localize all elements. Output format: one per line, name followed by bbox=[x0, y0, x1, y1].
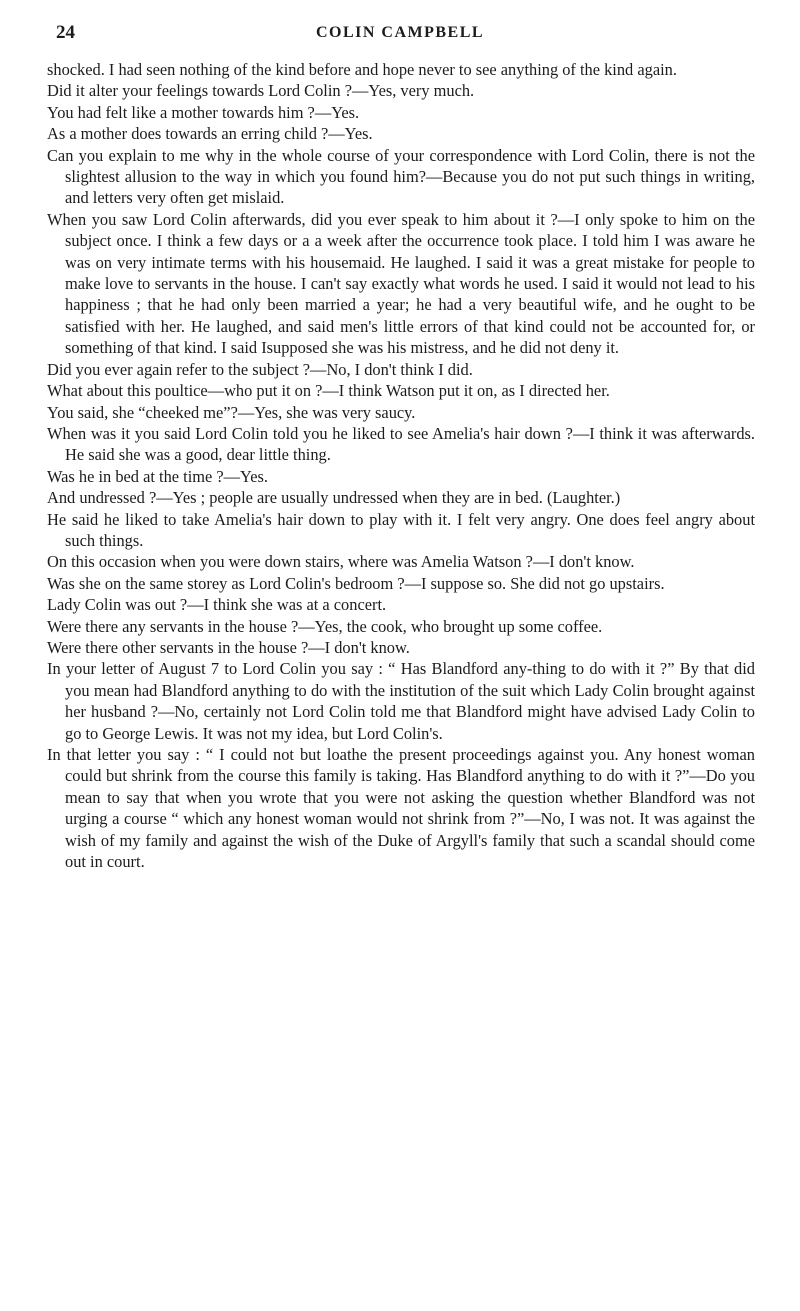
paragraph: Can you explain to me why in the whole course of your correspondence with Lord Colin, there is not the slightest allusion to the way in which you found him?—Because you do not put such things in writing, and letters very often get mislaid. bbox=[47, 145, 755, 208]
paragraph: When was it you said Lord Colin told you he liked to see Amelia's hair down ?—I think it was afterwards. He said she was a good, dear little thing. bbox=[47, 423, 755, 465]
paragraph: In that letter you say : “ I could not but loathe the present proceedings against you. Any honest woman could but shrink from the course this family is taking. Has Blandford anything to do with it ?”—Do you mean to say that when you wrote that you were not asking the question whether Blandford was not urging a course “ which any honest woman would not shrink from ?”—No, I was not. It was against the wish of my family and against the wish of the Duke of Argyll's family that such a scandal should come out in court. bbox=[47, 745, 755, 872]
paragraph: Were there other servants in the house ?—I don't know. bbox=[47, 637, 410, 657]
paragraph: Was he in bed at the time ?—Yes. bbox=[47, 466, 268, 486]
paragraph: On this occasion when you were down stairs, where was Amelia Watson ?—I don't know. bbox=[47, 552, 635, 572]
page-number: 24 bbox=[56, 22, 75, 43]
paragraph: Did you ever again refer to the subject ?—No, I don't think I did. bbox=[47, 359, 473, 379]
paragraph: In your letter of August 7 to Lord Colin you say : “ Has Blandford any-thing to do with it ?” By that did you mean had Blandford anything to do with the institution of the suit which Lady Colin brought against her husband ?—No, certainly not Lord Colin told me that Blandford might have advised Lady Colin to go to George Lewis. It was not my idea, but Lord Colin's. bbox=[47, 659, 755, 743]
running-title: COLIN CAMPBELL bbox=[315, 24, 485, 41]
paragraph: What about this poultice—who put it on ?—I think Watson put it on, as I directed her. bbox=[47, 381, 610, 401]
paragraph: He said he liked to take Amelia's hair down to play with it. I felt very angry. One does feel angry about such things. bbox=[47, 509, 755, 550]
paragraph: Lady Colin was out ?—I think she was at a concert. bbox=[47, 595, 387, 615]
paragraph: Were there any servants in the house ?—Yes, the cook, who brought up some coffee. bbox=[47, 616, 603, 636]
paragraph: When you saw Lord Colin afterwards, did you ever speak to him about it ?—I only spoke to him on the subject once. I think a few days or a a week after the occurrence took place. I told him I was aware he was on very intimate terms with his housemaid. He laughed. I said it was a great mistake for people to make love to servants in the house. I can't say exactly what words he used. I said it would not lead to his happiness ; that he had only been married a year; he had a very beautiful wife, and he ought to be satisfied with her. He laughed, and said men's little errors of that kind could not be accounted for, or something of that kind. I said Isupposed she was his mistress, and he did not deny it. bbox=[47, 209, 755, 358]
paragraph: You said, she “cheeked me”?—Yes, she was very saucy. bbox=[47, 402, 416, 422]
paragraph: You had felt like a mother towards him ?—Yes. bbox=[47, 102, 360, 122]
running-header bbox=[56, 22, 744, 46]
paragraph: And undressed ?—Yes ; people are usually undressed when they are in bed. (Laughter.) bbox=[47, 488, 621, 508]
body-text bbox=[47, 59, 755, 872]
paragraph-continued: shocked. I had seen nothing of the kind before and hope never to see anything of the kind again. bbox=[47, 60, 677, 79]
paragraph: Did it alter your feelings towards Lord Colin ?—Yes, very much. bbox=[47, 81, 475, 101]
paragraph: As a mother does towards an erring child ?—Yes. bbox=[47, 124, 373, 144]
paragraph: Was she on the same storey as Lord Colin's bedroom ?—I suppose so. She did not go upstairs. bbox=[47, 573, 665, 593]
